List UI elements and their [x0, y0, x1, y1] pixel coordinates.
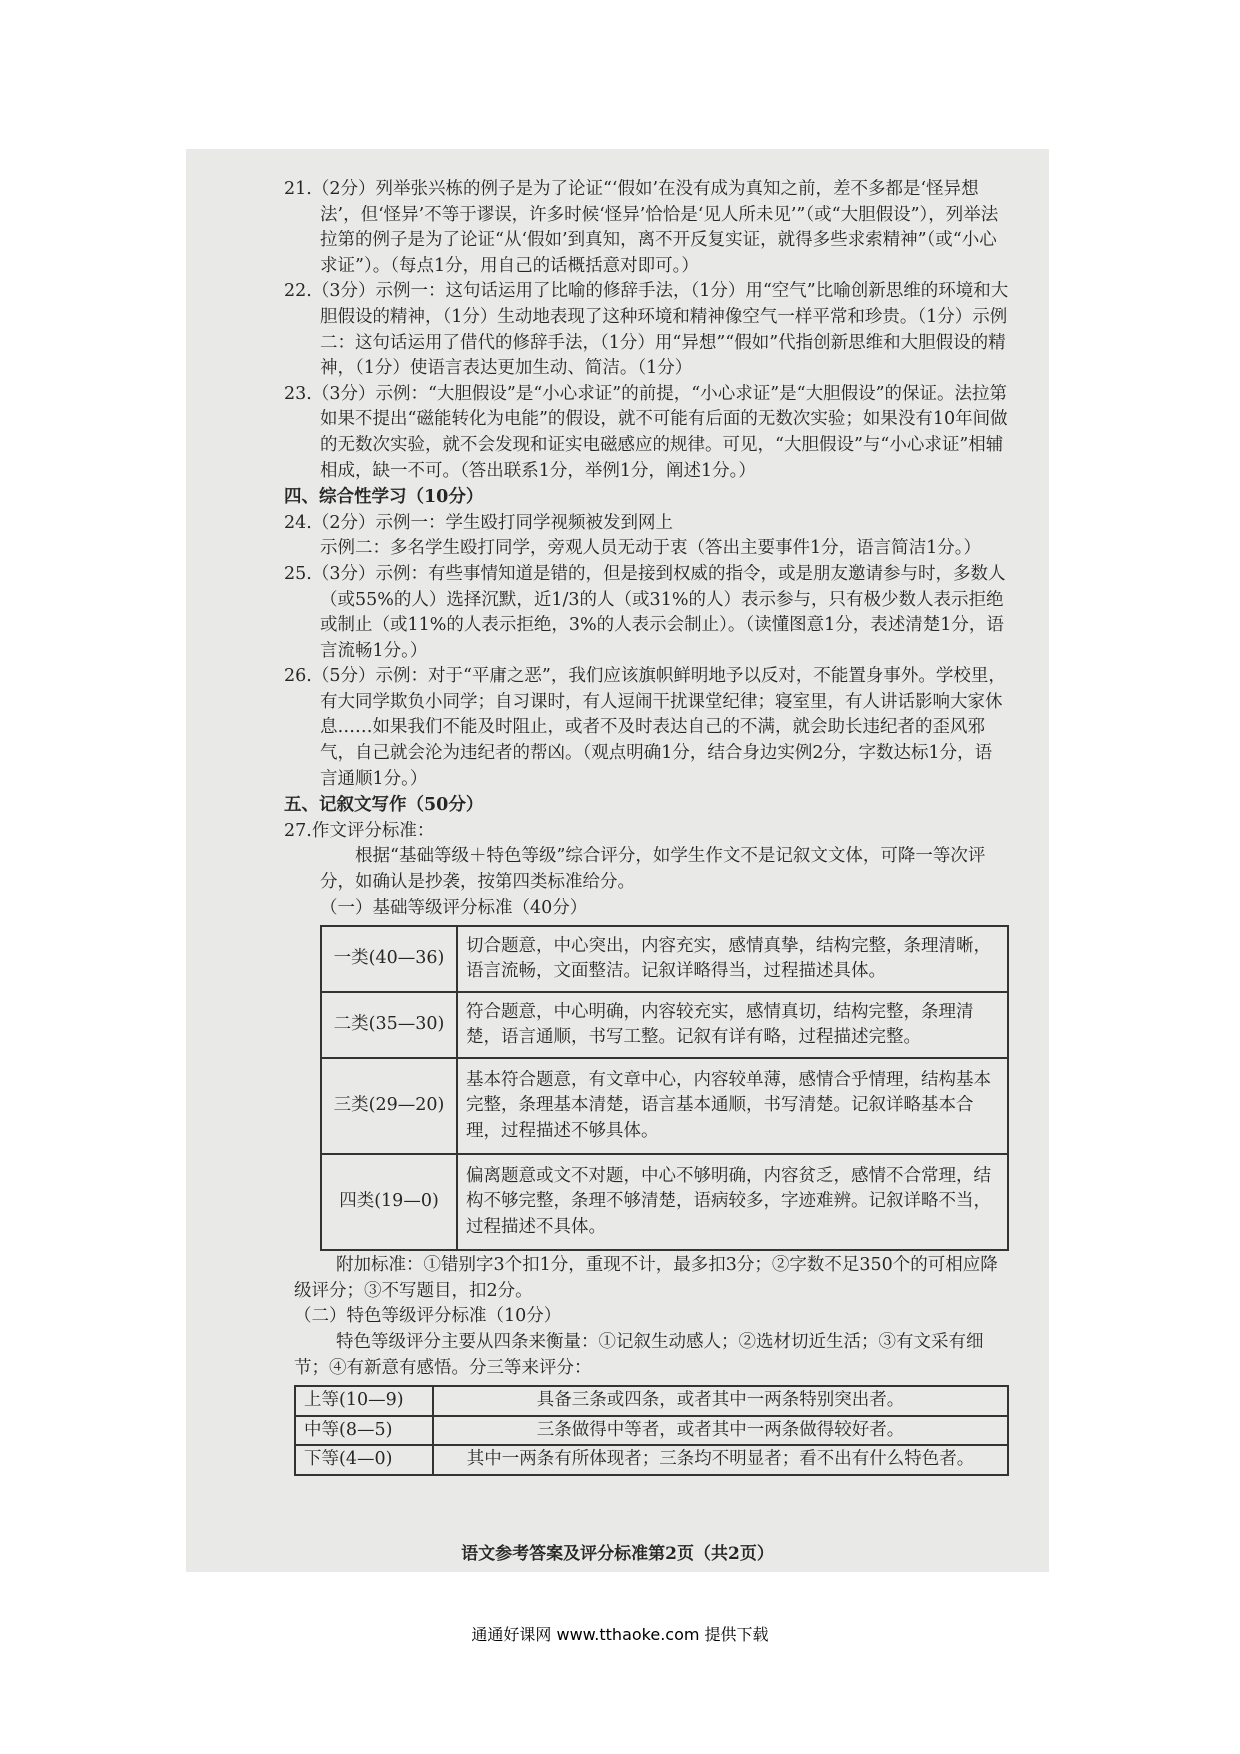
feature-standard-intro: 特色等级评分主要从四条来衡量：①记叙生动感人；②选材切近生活；③有文采有细节；④有新意有感悟。分三等来评分： — [294, 1332, 984, 1378]
grade-description: 符合题意，中心明确，内容较充实，感情真切，结构完整，条理清楚，语言通顺，书写工整。记叙有详有略，过程描述完整。 — [457, 992, 1008, 1058]
answer-27-intro: 根据“基础等级＋特色等级”综合评分，如学生作文不是记叙文文体，可降一等次评分，如确认是抄袭，按第四类标准给分。 — [320, 846, 986, 893]
answer-23: 23.（3分）示例：“大胆假设”是“小心求证”的前提，“小心求证”是“大胆假设”的保证。法拉第如果不提出“磁能转化为电能”的假设，就不可能有后面的无数次实验；如果没有10年间做的无数次实验，就不会发现和证实电磁感应的规律。可见，“大胆假设”与“小心求证”相辅相成，缺一不可。（答出联系1分，举例1分，阐述1分。） — [284, 383, 1008, 481]
answer-21: 21.（2分）列举张兴栋的例子是为了论证“‘假如’在没有成为真知之前，差不多都是‘怪异想法’，但‘怪异’不等于谬误，许多时候‘怪异’恰恰是‘见人所未见’”（或“大胆假设”），列举法拉第的例子是为了论证“从‘假如’到真知，离不开反复实证，就得多些求索精神”（或“小心求证”）。（每点1分，用自己的话概括意对即可。） — [284, 179, 999, 276]
answer-24-line2: 示例二：多名学生殴打同学，旁观人员无动于衷（答出主要事件1分，语言简洁1分。） — [320, 538, 982, 559]
grade-category: 三类(29—20) — [321, 1058, 457, 1154]
answer-27-title: 27.作文评分标准： — [284, 820, 435, 841]
table-row — [321, 926, 1008, 992]
grade-category: 上等(10—9) — [295, 1386, 433, 1416]
table-row — [295, 1416, 1008, 1446]
grade-category: 四类(19—0) — [321, 1154, 457, 1250]
scanned-answer-sheet — [186, 149, 1049, 1572]
table-row — [295, 1386, 1008, 1416]
section-5-heading: 五、记叙文写作（50分） — [284, 795, 484, 816]
grade-category: 一类(40—36) — [321, 926, 457, 992]
grade-description: 其中一两条有所体现者；三条均不明显者；看不出有什么特色者。 — [433, 1445, 1008, 1475]
download-note: 通通好课网 www.tthaoke.com 提供下载 — [471, 1625, 769, 1644]
extra-standard: 附加标准：①错别字3个扣1分，重现不计，最多扣3分；②字数不足350个的可相应降级评分；③不写题目，扣2分。 — [294, 1255, 998, 1301]
grade-category: 中等(8—5) — [295, 1416, 433, 1446]
table-row — [321, 992, 1008, 1058]
page-footer: 语文参考答案及评分标准第2页（共2页） — [461, 1544, 774, 1565]
grade-description: 切合题意，中心突出，内容充实，感情真挚，结构完整，条理清晰，语言流畅，文面整洁。记叙详略得当，过程描述具体。 — [457, 926, 1008, 992]
answer-26: 26.（5分）示例：对于“平庸之恶”，我们应该旗帜鲜明地予以反对，不能置身事外。学校里，有大同学欺负小同学；自习课时，有人逗闹干扰课堂纪律；寝室里，有人讲话影响大家休息……如果我们不能及时阻止，或者不及时表达自己的不满，就会助长违纪者的歪风邪气，自己就会沦为违纪者的帮凶。（观点明确1分，结合身边实例2分，字数达标1分，语言通顺1分。） — [284, 666, 1006, 789]
answer-22: 22.（3分）示例一：这句话运用了比喻的修辞手法，（1分）用“空气”比喻创新思维的环境和大胆假设的精神，（1分）生动地表现了这种环境和精神像空气一样平常和珍贵。（1分）示例二：这句话运用了借代的修辞手法，（1分）用“异想”“假如”代指创新思维和大胆假设的精神，（1分）使语言表达更加生动、简洁。（1分） — [284, 281, 1009, 379]
basic-grade-table — [320, 925, 1009, 1251]
basic-standard-title: （一）基础等级评分标准（40分） — [320, 897, 588, 918]
grade-description: 三条做得中等者，或者其中一两条做得较好者。 — [433, 1416, 1008, 1446]
feature-grade-table — [294, 1385, 1009, 1476]
grade-description: 偏离题意或文不对题，中心不够明确，内容贫乏，感情不合常理，结构不够完整，条理不够清楚，语病较多，字迹难辨。记叙详略不当，过程描述不具体。 — [457, 1154, 1008, 1250]
grade-category: 二类(35—30) — [321, 992, 457, 1058]
answer-25: 25.（3分）示例：有些事情知道是错的，但是接到权威的指令，或是朋友邀请参与时，多数人（或55%的人）选择沉默，近1/3的人（或31%的人）表示参与，只有极少数人表示拒绝或制止（或11%的人表示拒绝，3%的人表示会制止）。（读懂图意1分，表述清楚1分，语言流畅1分。） — [284, 563, 1006, 661]
answer-24-line1: 24.（2分）示例一：学生殴打同学视频被发到网上 — [284, 512, 673, 533]
grade-category: 下等(4—0) — [295, 1445, 433, 1475]
section-4-heading: 四、综合性学习（10分） — [284, 487, 484, 508]
grade-description: 具备三条或四条，或者其中一两条特别突出者。 — [433, 1386, 1008, 1416]
feature-standard-title: （二）特色等级评分标准（10分） — [294, 1306, 562, 1327]
table-row — [321, 1154, 1008, 1250]
grade-description: 基本符合题意，有文章中心，内容较单薄，感情合乎情理，结构基本完整，条理基本清楚，语言基本通顺，书写清楚。记叙详略基本合理，过程描述不够具体。 — [457, 1058, 1008, 1154]
table-row — [321, 1058, 1008, 1154]
table-row — [295, 1445, 1008, 1475]
